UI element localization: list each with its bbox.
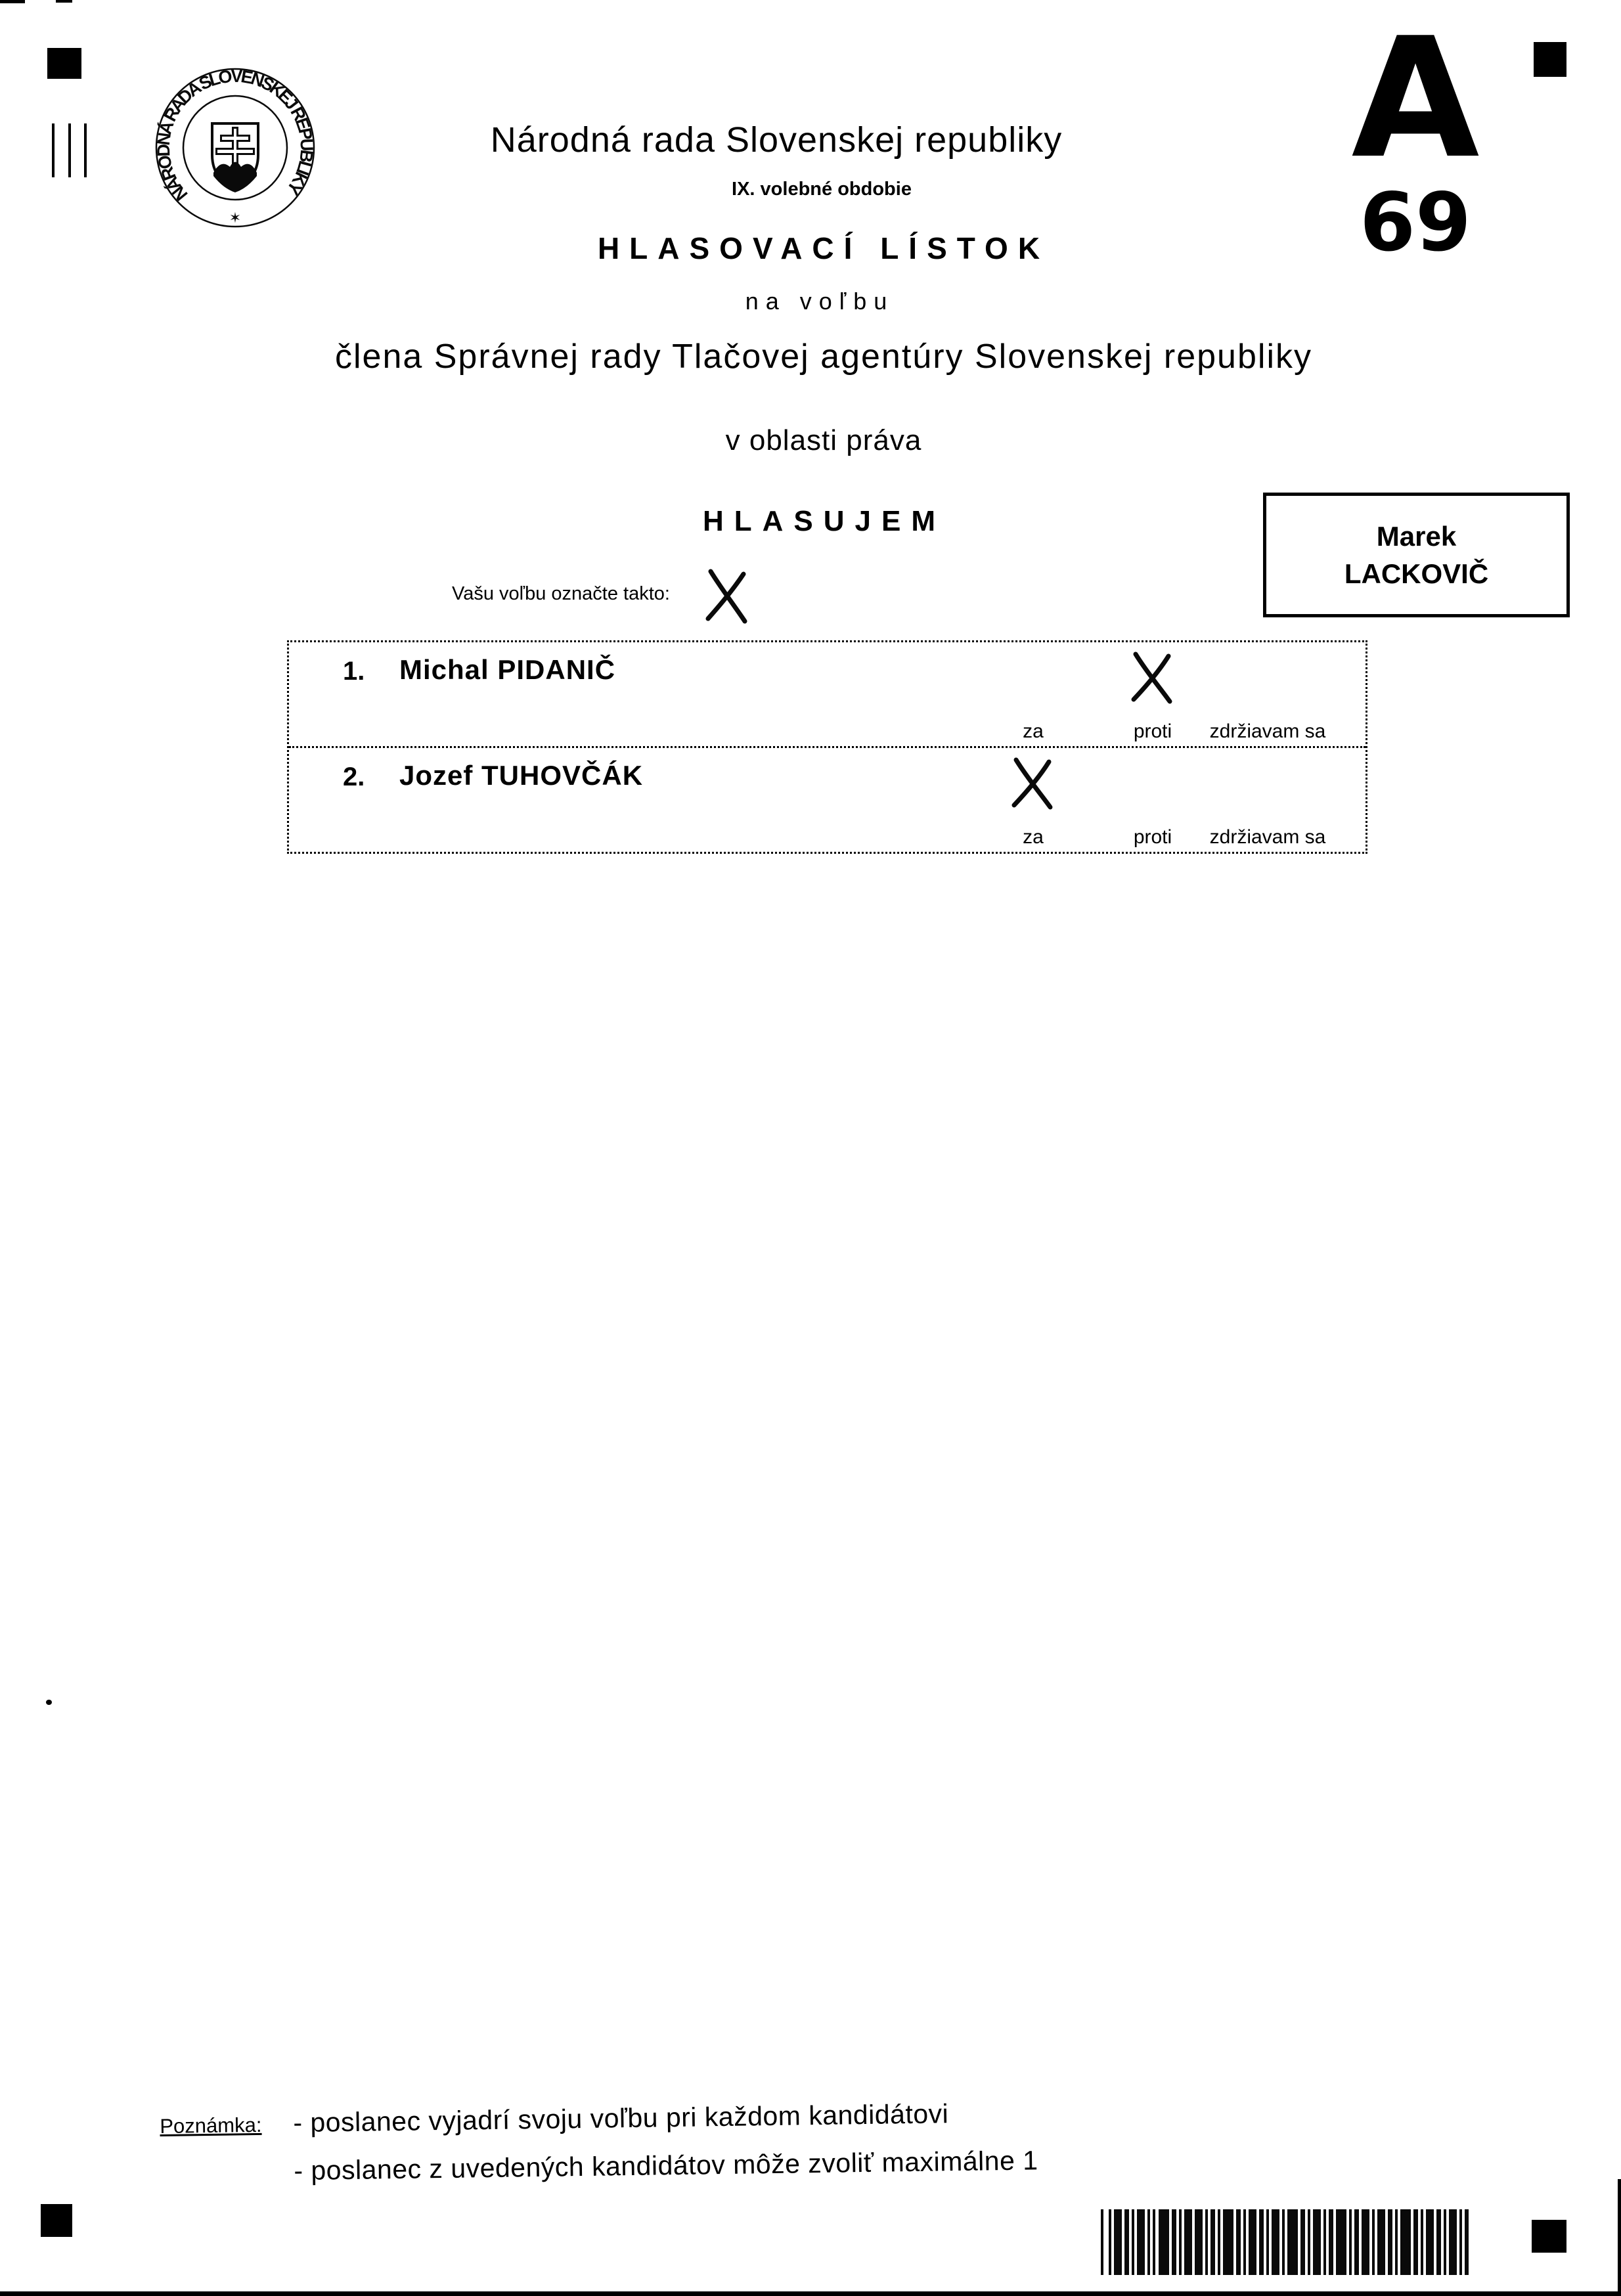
vote-x-mark-icon[interactable] [1008, 756, 1058, 811]
tally-line-3 [84, 123, 87, 177]
note-label: Poznámka: [160, 2113, 262, 2138]
tally-line-1 [52, 123, 55, 177]
option-label-za[interactable]: za [1023, 720, 1044, 742]
barcode [1101, 2208, 1469, 2276]
org-title: Národná rada Slovenskej republiky [490, 120, 1063, 160]
option-label-za[interactable]: za [1023, 826, 1044, 848]
document-title: HLASOVACÍ LÍSTOK [597, 231, 1050, 265]
option-label-proti[interactable]: proti [1133, 826, 1172, 848]
candidate-name: Michal PIDANIČ [399, 654, 616, 685]
ballot-letter: A [1351, 3, 1480, 195]
ballot-number: 69 [1360, 176, 1471, 269]
candidate-number: 1. [343, 657, 365, 686]
registration-mark-bottom-left [41, 2204, 72, 2237]
candidates-table [287, 640, 1367, 854]
seal-three-hills [213, 162, 257, 193]
candidate-name: Jozef TUHOVČÁK [399, 760, 644, 791]
note-block [160, 2094, 1310, 2188]
note-line: - poslanec vyjadrí svoju voľbu pri každom kandidátovi [293, 2098, 949, 2138]
election-subject: člena Správnej rady Tlačovej agentúry Slovenskej republiky [334, 338, 1312, 376]
option-label-zdrziavam-sa[interactable]: zdržiavam sa [1209, 720, 1326, 742]
registration-mark-top-right [1534, 42, 1566, 77]
registration-mark-bottom-right [1532, 2220, 1566, 2253]
candidate-row [289, 748, 1366, 852]
voter-last-name: LACKOVIČ [1344, 558, 1489, 589]
scan-edge-right-line [1618, 2179, 1621, 2296]
sample-x-mark-icon [701, 567, 754, 625]
scan-speck [46, 1700, 52, 1705]
vote-x-mark-icon[interactable] [1128, 650, 1178, 705]
mark-instruction: Vašu voľbu označte takto: [452, 583, 670, 604]
candidate-row [289, 642, 1366, 748]
parliament-seal-icon [153, 62, 317, 233]
scan-edge-bottom-line [0, 2291, 1621, 2296]
tally-line-2 [68, 123, 71, 177]
note-line: - poslanec z uvedených kandidátov môže zvoliť maximálne 1 [294, 2145, 1038, 2186]
scan-edge-top-line-2 [56, 0, 72, 3]
voter-name-box [1263, 493, 1570, 617]
scan-edge-top-line [0, 0, 25, 3]
seal-ring-text: NÁRODNÁ RADA SLOVENSKEJ REPUBLIKY [153, 66, 317, 205]
seal-star-icon: ✶ [229, 210, 242, 226]
election-term: IX. volebné obdobie [732, 179, 912, 200]
vote-heading: HLASUJEM [702, 505, 946, 537]
option-label-zdrziavam-sa[interactable]: zdržiavam sa [1209, 826, 1326, 848]
candidate-number: 2. [343, 762, 365, 791]
registration-mark-top-left [47, 48, 81, 79]
election-area: v oblasti práva [725, 424, 922, 456]
voter-first-name: Marek [1376, 521, 1457, 552]
option-label-proti[interactable]: proti [1133, 720, 1172, 742]
document-subtitle: na voľbu [745, 288, 895, 315]
